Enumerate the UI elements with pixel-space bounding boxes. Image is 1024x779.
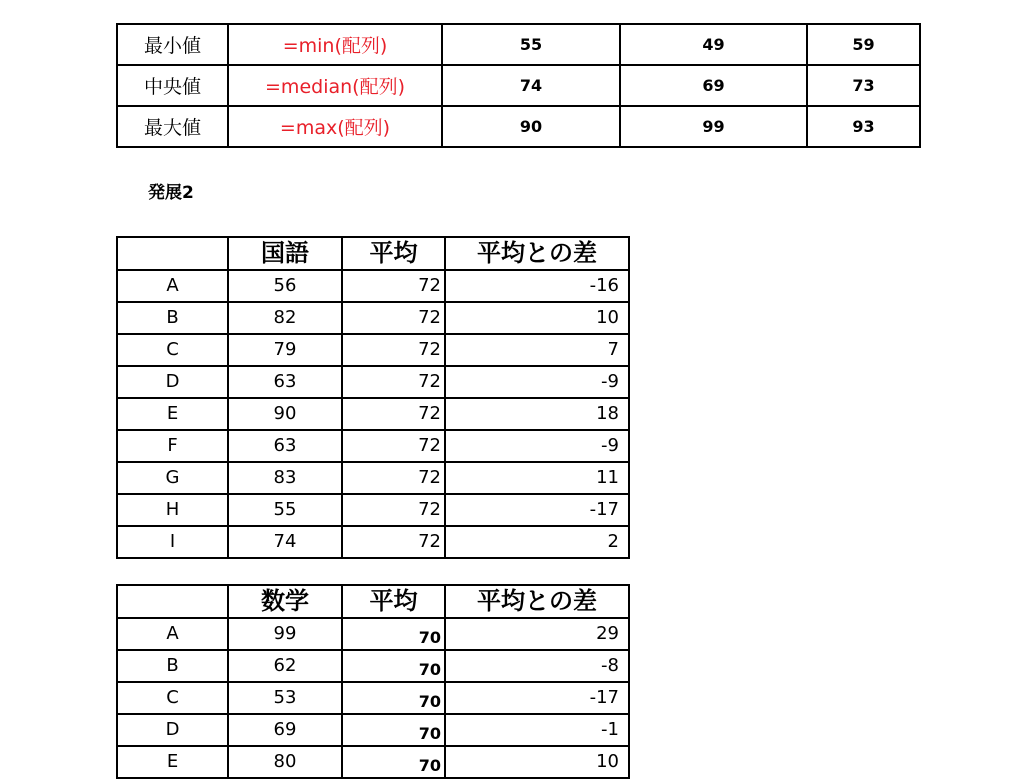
score-cell[interactable]: 83 xyxy=(228,462,342,494)
difference-cell[interactable]: 10 xyxy=(445,302,629,334)
average-cell[interactable]: 70 xyxy=(342,650,445,682)
stats-value-cell[interactable]: 99 xyxy=(620,106,807,147)
stats-value-cell[interactable]: 55 xyxy=(442,24,620,65)
header-cell[interactable]: 平均との差 xyxy=(445,237,629,270)
stats-row-min xyxy=(117,24,920,65)
difference-cell[interactable]: 7 xyxy=(445,334,629,366)
difference-cell[interactable]: 18 xyxy=(445,398,629,430)
japanese-score-table xyxy=(116,236,630,559)
stats-value-cell[interactable]: 73 xyxy=(807,65,920,106)
difference-cell[interactable]: 29 xyxy=(445,618,629,650)
table-row xyxy=(117,650,629,682)
name-cell[interactable]: C xyxy=(117,682,228,714)
score-cell[interactable]: 74 xyxy=(228,526,342,558)
difference-cell[interactable]: -16 xyxy=(445,270,629,302)
average-cell[interactable]: 72 xyxy=(342,494,445,526)
score-cell[interactable]: 90 xyxy=(228,398,342,430)
score-cell[interactable]: 55 xyxy=(228,494,342,526)
stats-label-cell[interactable]: 最大値 xyxy=(117,106,228,147)
stats-value-cell[interactable]: 69 xyxy=(620,65,807,106)
name-cell[interactable]: I xyxy=(117,526,228,558)
stats-formula-cell[interactable]: =median(配列) xyxy=(228,65,442,106)
average-cell[interactable]: 70 xyxy=(342,618,445,650)
score-cell[interactable]: 63 xyxy=(228,430,342,462)
stats-formula-cell[interactable]: =max(配列) xyxy=(228,106,442,147)
difference-cell[interactable]: 11 xyxy=(445,462,629,494)
table-row xyxy=(117,714,629,746)
table-row xyxy=(117,270,629,302)
name-cell[interactable]: D xyxy=(117,366,228,398)
difference-cell[interactable]: -9 xyxy=(445,430,629,462)
stats-table xyxy=(116,23,921,148)
stats-row-max xyxy=(117,106,920,147)
name-cell[interactable]: B xyxy=(117,302,228,334)
average-cell[interactable]: 70 xyxy=(342,746,445,778)
average-cell[interactable]: 72 xyxy=(342,526,445,558)
average-cell[interactable]: 72 xyxy=(342,366,445,398)
score-cell[interactable]: 53 xyxy=(228,682,342,714)
table-row xyxy=(117,302,629,334)
difference-cell[interactable]: -17 xyxy=(445,494,629,526)
name-cell[interactable]: H xyxy=(117,494,228,526)
score-cell[interactable]: 79 xyxy=(228,334,342,366)
name-cell[interactable]: B xyxy=(117,650,228,682)
header-cell[interactable] xyxy=(117,585,228,618)
name-cell[interactable]: A xyxy=(117,618,228,650)
table-row xyxy=(117,366,629,398)
score-cell[interactable]: 69 xyxy=(228,714,342,746)
stats-value-cell[interactable]: 59 xyxy=(807,24,920,65)
header-cell[interactable]: 平均 xyxy=(342,237,445,270)
stats-formula-cell[interactable]: =min(配列) xyxy=(228,24,442,65)
score-cell[interactable]: 63 xyxy=(228,366,342,398)
math-score-table xyxy=(116,584,630,779)
difference-cell[interactable]: -17 xyxy=(445,682,629,714)
difference-cell[interactable]: -9 xyxy=(445,366,629,398)
stats-value-cell[interactable]: 74 xyxy=(442,65,620,106)
table-row xyxy=(117,430,629,462)
table-row xyxy=(117,462,629,494)
score-cell[interactable]: 82 xyxy=(228,302,342,334)
difference-cell[interactable]: 2 xyxy=(445,526,629,558)
average-cell[interactable]: 72 xyxy=(342,270,445,302)
table-header-row xyxy=(117,585,629,618)
name-cell[interactable]: E xyxy=(117,746,228,778)
table-row xyxy=(117,618,629,650)
stats-label-cell[interactable]: 最小値 xyxy=(117,24,228,65)
header-cell[interactable]: 国語 xyxy=(228,237,342,270)
table-row xyxy=(117,526,629,558)
difference-cell[interactable]: -8 xyxy=(445,650,629,682)
name-cell[interactable]: A xyxy=(117,270,228,302)
table-row xyxy=(117,682,629,714)
difference-cell[interactable]: -1 xyxy=(445,714,629,746)
stats-value-cell[interactable]: 49 xyxy=(620,24,807,65)
average-cell[interactable]: 70 xyxy=(342,714,445,746)
name-cell[interactable]: F xyxy=(117,430,228,462)
table-row xyxy=(117,334,629,366)
header-cell[interactable]: 平均 xyxy=(342,585,445,618)
score-cell[interactable]: 56 xyxy=(228,270,342,302)
stats-row-median xyxy=(117,65,920,106)
average-cell[interactable]: 70 xyxy=(342,682,445,714)
header-cell[interactable]: 数学 xyxy=(228,585,342,618)
header-cell[interactable]: 平均との差 xyxy=(445,585,629,618)
average-cell[interactable]: 72 xyxy=(342,398,445,430)
name-cell[interactable]: D xyxy=(117,714,228,746)
score-cell[interactable]: 99 xyxy=(228,618,342,650)
name-cell[interactable]: E xyxy=(117,398,228,430)
section-heading[interactable]: 発展2 xyxy=(148,183,194,203)
table-row xyxy=(117,746,629,778)
table-header-row xyxy=(117,237,629,270)
average-cell[interactable]: 72 xyxy=(342,430,445,462)
average-cell[interactable]: 72 xyxy=(342,462,445,494)
score-cell[interactable]: 80 xyxy=(228,746,342,778)
score-cell[interactable]: 62 xyxy=(228,650,342,682)
table-row xyxy=(117,494,629,526)
difference-cell[interactable]: 10 xyxy=(445,746,629,778)
average-cell[interactable]: 72 xyxy=(342,334,445,366)
header-cell[interactable] xyxy=(117,237,228,270)
stats-value-cell[interactable]: 93 xyxy=(807,106,920,147)
stats-value-cell[interactable]: 90 xyxy=(442,106,620,147)
name-cell[interactable]: C xyxy=(117,334,228,366)
name-cell[interactable]: G xyxy=(117,462,228,494)
average-cell[interactable]: 72 xyxy=(342,302,445,334)
stats-label-cell[interactable]: 中央値 xyxy=(117,65,228,106)
table-row xyxy=(117,398,629,430)
